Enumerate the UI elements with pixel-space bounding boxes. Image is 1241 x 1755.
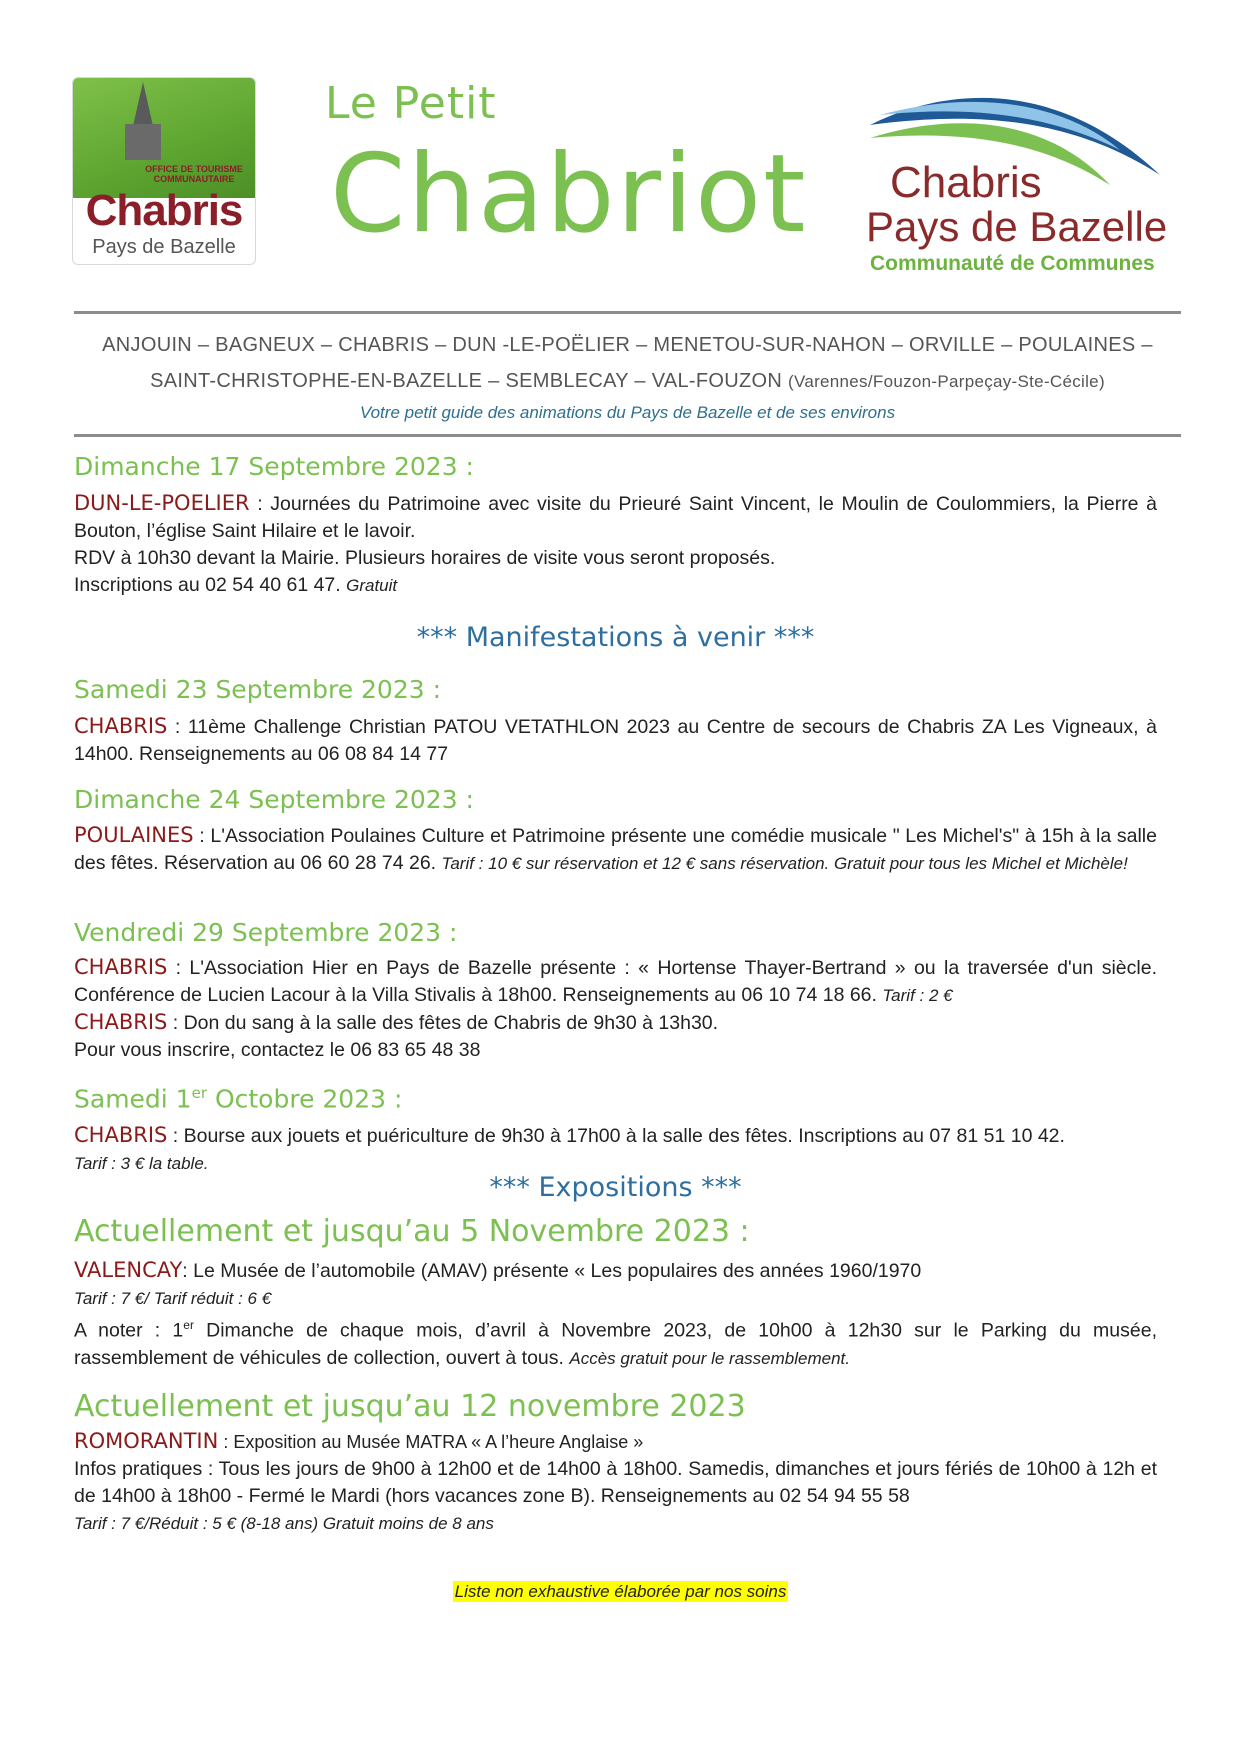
- event5-date: [74, 1084, 402, 1113]
- section-upcoming: *** Manifestations à venir ***: [416, 622, 815, 653]
- event1-date: Dimanche 17 Septembre 2023 :: [74, 452, 474, 481]
- expo2-infos: Infos pratiques : Tous les jours de 9h00 à 12h00 et de 14h00 à 18h00. Samedis, dimanches et jours fériés de 10h00 à 12h et de 14h00 à 18h00 - Fermé le Mardi (hors vacances zone B). Renseignements au 02 54 94 55 58: [74, 1458, 1157, 1507]
- event5-date-pre: Samedi 1: [74, 1084, 192, 1114]
- logo-left-subtitle: Pays de Bazelle: [92, 236, 236, 258]
- divider-top: [74, 311, 1181, 314]
- event1-place: DUN-LE-POELIER: [74, 491, 250, 515]
- divider-bottom: [74, 434, 1181, 437]
- expo1-text: : Le Musée de l’automobile (AMAV) présente « Les populaires des années 1960/1970: [182, 1260, 922, 1282]
- event1-body: [74, 490, 1157, 599]
- communaute-logo: [860, 80, 1190, 280]
- church-icon: [125, 124, 161, 160]
- logo-office-line2: COMMUNAUTAIRE: [153, 174, 235, 184]
- event1-line2: RDV à 10h30 devant la Mairie. Plusieurs horaires de visite vous seront proposés.: [74, 547, 776, 569]
- event5-body: [74, 1122, 1157, 1177]
- logo-office-line1: OFFICE DE TOURISME: [145, 164, 243, 174]
- expo2-date: Actuellement et jusqu’au 12 novembre 2023: [74, 1389, 746, 1424]
- event1-line3: Inscriptions au 02 54 40 61 47.: [74, 574, 347, 596]
- event3-price: Tarif : 10 € sur réservation et 12 € sans réservation. Gratuit pour tous les Michel et Michèle!: [441, 854, 1128, 873]
- expo2-body: [74, 1428, 1157, 1537]
- expo1-place: VALENCAY: [74, 1258, 183, 1282]
- church-steeple-icon: [133, 82, 153, 126]
- event5-text: : Bourse aux jouets et puériculture de 9h30 à 17h00 à la salle des fêtes. Inscriptions au 07 81 51 10 42.: [167, 1125, 1065, 1147]
- event2-place: CHABRIS: [74, 714, 168, 738]
- event4-place1: CHABRIS: [74, 955, 168, 979]
- event3-place: POULAINES: [74, 823, 194, 847]
- expo1-date: Actuellement et jusqu’au 5 Novembre 2023 :: [74, 1214, 750, 1249]
- footnote: Liste non exhaustive élaborée par nos soins: [454, 1582, 787, 1601]
- event1-price: Gratuit: [346, 576, 398, 595]
- event5-place: CHABRIS: [74, 1123, 168, 1147]
- expo1-note-sup: er: [183, 1318, 194, 1332]
- event4-date: Vendredi 29 Septembre 2023 :: [74, 918, 458, 947]
- event1-text: : Journées du Patrimoine avec visite du Prieuré Saint Vincent, le Moulin de Coulommiers, la Pierre à Bouton, l’église Saint Hilaire et le lavoir.: [74, 493, 1157, 542]
- expo2-place: ROMORANTIN: [74, 1429, 219, 1453]
- expo1-tarif: Tarif : 7 €/ Tarif réduit : 6 €: [74, 1289, 272, 1308]
- towns-line2-detail: (Varennes/Fouzon-Parpeçay-Ste-Cécile): [787, 372, 1105, 391]
- event2-body: [74, 713, 1157, 768]
- event5-date-sup: er: [191, 1084, 207, 1102]
- logo-right-line1: Chabris: [890, 158, 1042, 207]
- event4-text1: : L'Association Hier en Pays de Bazelle présente : « Hortense Thayer-Bertrand » ou la traversée d'un siècle. Conférence de Lucien Lacour à la Villa Stivalis à 18h00. Renseignements au 06 10 74 18 66.: [74, 957, 1157, 1006]
- title-small: Le Petit: [325, 78, 497, 129]
- event4-text2: : Don du sang à la salle des fêtes de Chabris de 9h30 à 13h30.: [167, 1012, 719, 1034]
- logo-right-line2: Pays de Bazelle: [866, 203, 1168, 250]
- section-expos: *** Expositions ***: [489, 1172, 742, 1203]
- event5-price: Tarif : 3 € la table.: [74, 1154, 209, 1173]
- event4-price: Tarif : 2 €: [882, 986, 953, 1005]
- event3-date: Dimanche 24 Septembre 2023 :: [74, 785, 474, 814]
- event3-body: [74, 822, 1157, 877]
- event4-line2: Pour vous inscrire, contactez le 06 83 65 48 38: [74, 1039, 481, 1061]
- event4-body: [74, 954, 1157, 1064]
- event3-text: : L'Association Poulaines Culture et Patrimoine présente une comédie musicale " Les Michel's" à 15h à la salle des fêtes. Réservation au 06 60 28 74 26.: [74, 825, 1157, 874]
- event2-text: : 11ème Challenge Christian PATOU VETATHLON 2023 au Centre de secours de Chabris ZA Les Vigneaux, à 14h00. Renseignements au 06 08 84 14 77: [74, 716, 1157, 765]
- towns-line1: ANJOUIN – BAGNEUX – CHABRIS – DUN -LE-POËLIER – MENETOU-SUR-NAHON – ORVILLE – POULAINES –: [102, 334, 1153, 356]
- expo2-tarif: Tarif : 7 €/Réduit : 5 € (8-18 ans) Gratuit moins de 8 ans: [74, 1514, 494, 1533]
- expo1-note-pre: A noter : 1: [74, 1319, 184, 1342]
- expo1-note-italic: Accès gratuit pour le rassemblement.: [569, 1348, 850, 1368]
- office-tourisme-logo: [72, 77, 256, 265]
- expo1-note-text: Dimanche de chaque mois, d’avril à Novembre 2023, de 10h00 à 12h30 sur le Parking du musée, rassemblement de véhicules de collection, ouvert à tous.: [74, 1319, 1157, 1369]
- logo-left-name: Chabris: [85, 186, 243, 235]
- event2-date: Samedi 23 Septembre 2023 :: [74, 675, 442, 704]
- expo1-body: [74, 1257, 1157, 1372]
- page-title: Chabriot: [330, 132, 808, 257]
- towns-line2-main: SAINT-CHRISTOPHE-EN-BAZELLE – SEMBLECAY – VAL-FOUZON: [150, 370, 788, 392]
- tagline: Votre petit guide des animations du Pays de Bazelle et de ses environs: [359, 403, 896, 422]
- event4-place2: CHABRIS: [74, 1010, 168, 1034]
- logo-right-line3: Communauté de Communes: [870, 252, 1155, 275]
- expo2-text: : Exposition au Musée MATRA « A l’heure Anglaise »: [218, 1432, 644, 1452]
- event5-date-post: Octobre 2023 :: [207, 1084, 403, 1114]
- towns-line2: [74, 370, 1181, 393]
